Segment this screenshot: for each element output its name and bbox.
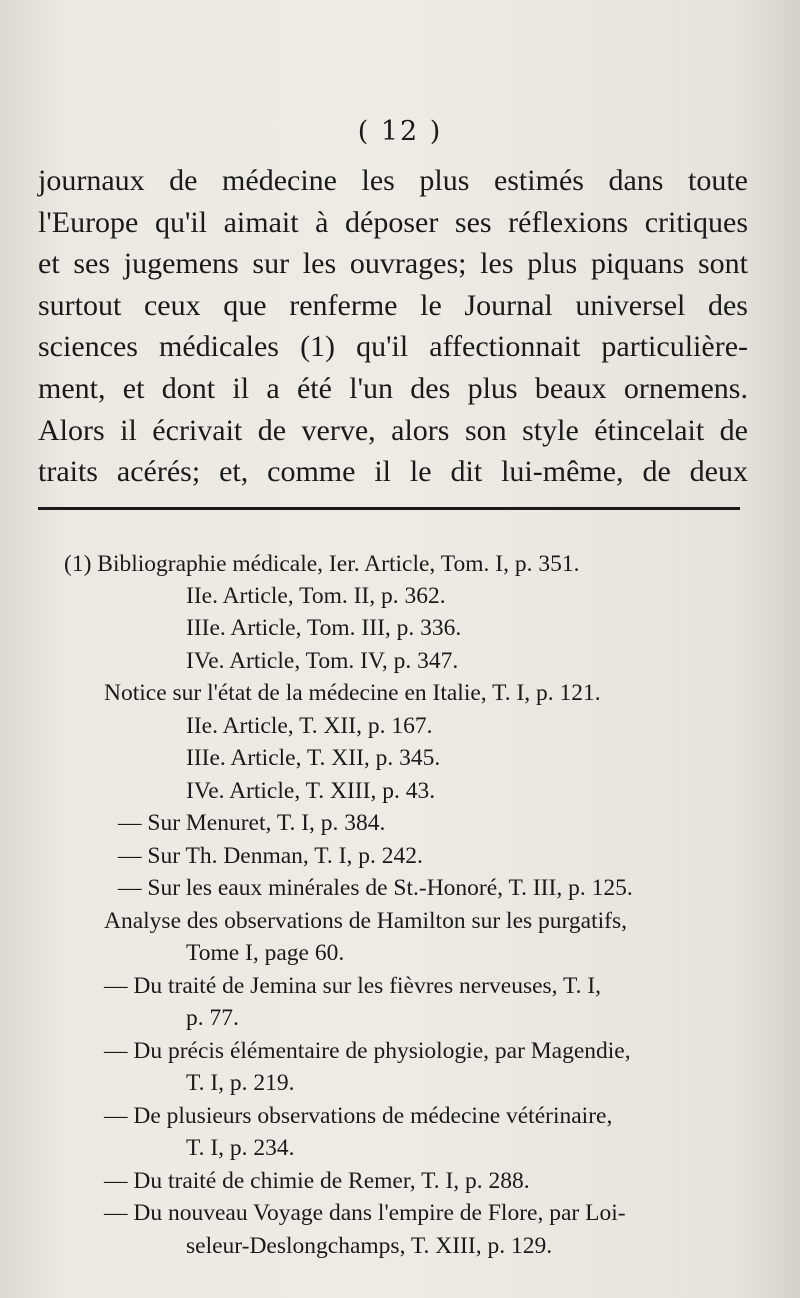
- footnote-line: — Sur Menuret, T. I, p. 384.: [118, 810, 386, 836]
- footnote-line: IIe. Article, Tom. II, p. 362.: [186, 583, 446, 609]
- footnote-line: T. I, p. 219.: [186, 1070, 295, 1096]
- footnote-line: IVe. Article, T. XIII, p. 43.: [186, 778, 436, 804]
- footnote-line: — Sur Th. Denman, T. I, p. 242.: [118, 843, 423, 869]
- body-line: l'Europe qu'il aimait à déposer ses réflexions critiques: [38, 205, 748, 239]
- footnote-line: — Sur les eaux minérales de St.-Honoré, T. III, p. 125.: [118, 875, 633, 901]
- footnote-line: Notice sur l'état de la médecine en Italie, T. I, p. 121.: [104, 680, 601, 706]
- body-text: [38, 160, 748, 493]
- body-line: Alors il écrivait de verve, alors son style étincelait de: [38, 413, 748, 447]
- body-line: surtout ceux que renferme le Journal universel des: [38, 288, 748, 322]
- footnote-line: — De plusieurs observations de médecine vétérinaire,: [104, 1103, 613, 1129]
- footnote-line: IIe. Article, T. XII, p. 167.: [186, 713, 433, 739]
- body-line: traits acérés; et, comme il le dit lui-même, de deux: [38, 455, 748, 489]
- footnote-line: — Du précis élémentaire de physiologie, par Magendie,: [104, 1038, 631, 1064]
- footnote-line: IIIe. Article, T. XII, p. 345.: [186, 745, 441, 771]
- footnote-line: IIIe. Article, Tom. III, p. 336.: [186, 615, 462, 641]
- footnote-line: Analyse des observations de Hamilton sur les purgatifs,: [104, 908, 628, 934]
- page-number: ( 12 ): [357, 116, 443, 147]
- footnote-line: seleur-Deslongchamps, T. XIII, p. 129.: [186, 1233, 553, 1259]
- footnote-line: — Du traité de chimie de Remer, T. I, p. 288.: [104, 1168, 530, 1194]
- footnote-divider: [38, 507, 740, 510]
- footnote-line: (1) Bibliographie médicale, Ier. Article, Tom. I, p. 351.: [64, 551, 580, 577]
- footnote-line: — Du nouveau Voyage dans l'empire de Flore, par Loi-: [104, 1200, 626, 1226]
- footnote-line: T. I, p. 234.: [186, 1135, 295, 1161]
- footnote-line: p. 77.: [186, 1005, 239, 1031]
- body-line: et ses jugemens sur les ouvrages; les plus piquans sont: [38, 247, 748, 281]
- body-line: sciences médicales (1) qu'il affectionnait particulière-: [38, 330, 748, 364]
- footnote-line: IVe. Article, Tom. IV, p. 347.: [186, 648, 459, 674]
- body-line: ment, et dont il a été l'un des plus beaux ornemens.: [38, 371, 748, 405]
- footnote-line: Tome I, page 60.: [186, 940, 345, 966]
- body-line: journaux de médecine les plus estimés dans toute: [38, 164, 748, 197]
- footnote-line: — Du traité de Jemina sur les fièvres nerveuses, T. I,: [104, 973, 602, 999]
